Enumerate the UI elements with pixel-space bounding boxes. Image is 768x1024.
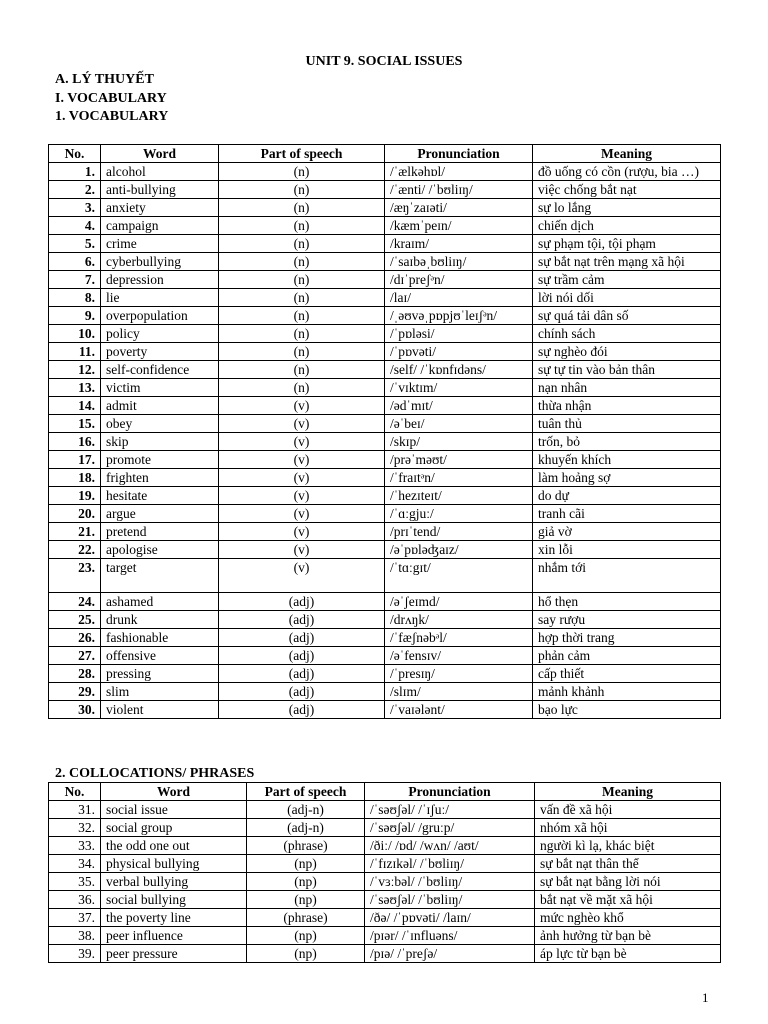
table-row [49, 611, 721, 629]
table-row [49, 873, 721, 891]
cell-no: 4. [49, 217, 101, 235]
cell-no: 15. [49, 415, 101, 433]
table-row [49, 523, 721, 541]
cell-meaning: việc chống bắt nạt [533, 181, 721, 199]
cell-no: 33. [49, 837, 101, 855]
table-row [49, 235, 721, 253]
cell-pronunciation: /prɪˈtend/ [385, 523, 533, 541]
cell-no: 12. [49, 361, 101, 379]
cell-word: hesitate [101, 487, 219, 505]
cell-word: skip [101, 433, 219, 451]
header-pronunciation: Pronunciation [365, 783, 535, 801]
cell-pos: (adj) [219, 629, 385, 647]
table-row [49, 397, 721, 415]
cell-meaning: phản cảm [533, 647, 721, 665]
cell-no: 32. [49, 819, 101, 837]
cell-meaning: hổ thẹn [533, 593, 721, 611]
header-word: Word [101, 145, 219, 163]
cell-word: cyberbullying [101, 253, 219, 271]
cell-pos: (v) [219, 541, 385, 559]
subsection-heading-vocabulary: 1. VOCABULARY [55, 109, 169, 124]
table-row [49, 361, 721, 379]
header-no: No. [49, 783, 101, 801]
cell-pos: (v) [219, 523, 385, 541]
cell-pronunciation: /ˈfæʃnəbᵊl/ [385, 629, 533, 647]
cell-meaning: say rượu [533, 611, 721, 629]
cell-no: 38. [49, 927, 101, 945]
cell-no: 36. [49, 891, 101, 909]
table-row [49, 559, 721, 593]
cell-no: 26. [49, 629, 101, 647]
cell-no: 14. [49, 397, 101, 415]
table-row [49, 451, 721, 469]
cell-meaning: bạo lực [533, 701, 721, 719]
cell-no: 29. [49, 683, 101, 701]
cell-pos: (n) [219, 271, 385, 289]
cell-pronunciation: /ˈfraɪtᵊn/ [385, 469, 533, 487]
cell-meaning: bắt nạt về mặt xã hội [535, 891, 721, 909]
cell-pronunciation: /ˈpresɪŋ/ [385, 665, 533, 683]
cell-pronunciation: /ˈsəʊʃəl/ /ˈbʊliɪŋ/ [365, 891, 535, 909]
cell-pos: (adj) [219, 683, 385, 701]
cell-pos: (np) [247, 891, 365, 909]
table-row [49, 415, 721, 433]
cell-pos: (phrase) [247, 909, 365, 927]
cell-meaning: sự lo lắng [533, 199, 721, 217]
section-heading-vocabulary: I. VOCABULARY [55, 91, 167, 106]
table-row [49, 855, 721, 873]
cell-pos: (v) [219, 415, 385, 433]
cell-pos: (v) [219, 451, 385, 469]
table-row [49, 163, 721, 181]
cell-word: fashionable [101, 629, 219, 647]
cell-no: 19. [49, 487, 101, 505]
cell-pronunciation: /ˈælkəhɒl/ [385, 163, 533, 181]
cell-pos: (adj) [219, 647, 385, 665]
table-row [49, 433, 721, 451]
cell-no: 28. [49, 665, 101, 683]
cell-word: obey [101, 415, 219, 433]
cell-no: 11. [49, 343, 101, 361]
table-row [49, 927, 721, 945]
cell-pronunciation: /laɪ/ [385, 289, 533, 307]
cell-pos: (v) [219, 433, 385, 451]
cell-pos: (phrase) [247, 837, 365, 855]
cell-meaning: ảnh hưởng từ bạn bè [535, 927, 721, 945]
cell-meaning: nhóm xã hội [535, 819, 721, 837]
cell-pronunciation: /ˈsaɪbəˌbʊliɪŋ/ [385, 253, 533, 271]
table-row [49, 647, 721, 665]
cell-word: policy [101, 325, 219, 343]
cell-meaning: xin lỗi [533, 541, 721, 559]
cell-word: poverty [101, 343, 219, 361]
cell-pronunciation: /ðə/ /ˈpɒvəti/ /laɪn/ [365, 909, 535, 927]
cell-pronunciation: /əˈpɒləʤaɪz/ [385, 541, 533, 559]
page-number: 1 [702, 990, 709, 1005]
vocabulary-table [48, 144, 721, 719]
cell-pos: (adj) [219, 593, 385, 611]
table-row [49, 945, 721, 963]
cell-word: social bullying [101, 891, 247, 909]
cell-pronunciation: /ˈpɒvəti/ [385, 343, 533, 361]
cell-no: 20. [49, 505, 101, 523]
cell-pos: (np) [247, 927, 365, 945]
cell-meaning: áp lực từ bạn bè [535, 945, 721, 963]
cell-meaning: sự phạm tội, tội phạm [533, 235, 721, 253]
header-word: Word [101, 783, 247, 801]
cell-meaning: giả vờ [533, 523, 721, 541]
cell-pos: (n) [219, 289, 385, 307]
cell-pos: (np) [247, 873, 365, 891]
cell-meaning: trốn, bỏ [533, 433, 721, 451]
cell-pronunciation: /kæmˈpeɪn/ [385, 217, 533, 235]
cell-no: 8. [49, 289, 101, 307]
cell-pos: (adj-n) [247, 819, 365, 837]
cell-word: overpopulation [101, 307, 219, 325]
cell-pronunciation: /ˈɑːgjuː/ [385, 505, 533, 523]
table-row [49, 909, 721, 927]
cell-word: drunk [101, 611, 219, 629]
cell-pronunciation: /ˈsəʊʃəl/ /ˈɪʃuː/ [365, 801, 535, 819]
cell-meaning: tuân thủ [533, 415, 721, 433]
table-row [49, 199, 721, 217]
cell-pos: (np) [247, 945, 365, 963]
table-header-row [49, 145, 721, 163]
cell-meaning: sự quá tải dân số [533, 307, 721, 325]
cell-pronunciation: /ədˈmɪt/ [385, 397, 533, 415]
cell-pos: (n) [219, 253, 385, 271]
cell-pos: (v) [219, 559, 385, 593]
cell-word: anxiety [101, 199, 219, 217]
table-row [49, 683, 721, 701]
cell-word: victim [101, 379, 219, 397]
cell-no: 22. [49, 541, 101, 559]
cell-word: target [101, 559, 219, 593]
cell-no: 34. [49, 855, 101, 873]
cell-meaning: hợp thời trang [533, 629, 721, 647]
table-row [49, 505, 721, 523]
cell-meaning: sự trầm cảm [533, 271, 721, 289]
cell-pronunciation: /kraɪm/ [385, 235, 533, 253]
cell-word: slim [101, 683, 219, 701]
cell-word: admit [101, 397, 219, 415]
cell-no: 23. [49, 559, 101, 593]
cell-word: depression [101, 271, 219, 289]
cell-pronunciation: /ˈfɪzɪkəl/ /ˈbʊliɪŋ/ [365, 855, 535, 873]
cell-pos: (n) [219, 307, 385, 325]
table-row [49, 253, 721, 271]
cell-word: frighten [101, 469, 219, 487]
header-meaning: Meaning [533, 145, 721, 163]
cell-pos: (n) [219, 199, 385, 217]
cell-no: 35. [49, 873, 101, 891]
header-part-of-speech: Part of speech [247, 783, 365, 801]
cell-word: pressing [101, 665, 219, 683]
cell-pronunciation: /slɪm/ [385, 683, 533, 701]
table-row [49, 629, 721, 647]
table-row [49, 343, 721, 361]
table-row [49, 307, 721, 325]
cell-word: physical bullying [101, 855, 247, 873]
cell-pronunciation: /prəˈməʊt/ [385, 451, 533, 469]
cell-word: pretend [101, 523, 219, 541]
cell-no: 17. [49, 451, 101, 469]
cell-meaning: nạn nhân [533, 379, 721, 397]
table-row [49, 379, 721, 397]
cell-pronunciation: /ðiː/ /ɒd/ /wʌn/ /aʊt/ [365, 837, 535, 855]
cell-meaning: chiến dịch [533, 217, 721, 235]
table-row [49, 181, 721, 199]
cell-pronunciation: /ˈvɪktɪm/ [385, 379, 533, 397]
cell-pronunciation: /pɪə/ /ˈpreʃə/ [365, 945, 535, 963]
collocations-table [48, 782, 721, 963]
cell-pronunciation: /ˈhezɪteɪt/ [385, 487, 533, 505]
cell-no: 16. [49, 433, 101, 451]
cell-no: 21. [49, 523, 101, 541]
cell-no: 37. [49, 909, 101, 927]
table-row [49, 325, 721, 343]
table-row [49, 289, 721, 307]
cell-word: violent [101, 701, 219, 719]
cell-meaning: mức nghèo khổ [535, 909, 721, 927]
cell-meaning: lời nói dối [533, 289, 721, 307]
cell-pronunciation: /self/ /ˈkɒnfɪdəns/ [385, 361, 533, 379]
cell-meaning: sự tự tin vào bản thân [533, 361, 721, 379]
cell-no: 13. [49, 379, 101, 397]
cell-meaning: do dự [533, 487, 721, 505]
table-row [49, 593, 721, 611]
cell-pronunciation: /ˈænti/ /ˈbʊliɪŋ/ [385, 181, 533, 199]
cell-word: the odd one out [101, 837, 247, 855]
cell-word: crime [101, 235, 219, 253]
cell-meaning: khuyến khích [533, 451, 721, 469]
cell-meaning: làm hoảng sợ [533, 469, 721, 487]
header-meaning: Meaning [535, 783, 721, 801]
cell-pronunciation: /əˈʃeɪmd/ [385, 593, 533, 611]
table-row [49, 891, 721, 909]
cell-meaning: cấp thiết [533, 665, 721, 683]
cell-word: promote [101, 451, 219, 469]
table-row [49, 541, 721, 559]
cell-pos: (np) [247, 855, 365, 873]
cell-pronunciation: /ˈtɑːgɪt/ [385, 559, 533, 593]
cell-no: 18. [49, 469, 101, 487]
cell-no: 6. [49, 253, 101, 271]
cell-meaning: tranh cãi [533, 505, 721, 523]
cell-pronunciation: /dɪˈpreʃᵊn/ [385, 271, 533, 289]
table-row [49, 487, 721, 505]
cell-pos: (n) [219, 379, 385, 397]
table-row [49, 217, 721, 235]
cell-pronunciation: /pɪər/ /ˈɪnfluəns/ [365, 927, 535, 945]
page-title: UNIT 9. SOCIAL ISSUES [305, 54, 463, 69]
cell-pos: (v) [219, 397, 385, 415]
cell-pos: (n) [219, 163, 385, 181]
table-row [49, 701, 721, 719]
cell-pos: (n) [219, 343, 385, 361]
cell-word: anti-bullying [101, 181, 219, 199]
header-no: No. [49, 145, 101, 163]
cell-pronunciation: /ˈvaɪələnt/ [385, 701, 533, 719]
cell-pronunciation: /ˌəʊvəˌpɒpjʊˈleɪʃᵊn/ [385, 307, 533, 325]
table-row [49, 837, 721, 855]
cell-meaning: sự nghèo đói [533, 343, 721, 361]
section-heading-theory: A. LÝ THUYẾT [55, 72, 154, 87]
cell-word: the poverty line [101, 909, 247, 927]
cell-word: campaign [101, 217, 219, 235]
cell-pronunciation: /skɪp/ [385, 433, 533, 451]
cell-no: 1. [49, 163, 101, 181]
cell-pos: (n) [219, 235, 385, 253]
cell-pos: (adj) [219, 701, 385, 719]
cell-meaning: sự bắt nạt thân thể [535, 855, 721, 873]
cell-word: ashamed [101, 593, 219, 611]
cell-pronunciation: /drʌŋk/ [385, 611, 533, 629]
cell-meaning: thừa nhận [533, 397, 721, 415]
cell-no: 9. [49, 307, 101, 325]
cell-pronunciation: /ˈpɒləsi/ [385, 325, 533, 343]
cell-word: verbal bullying [101, 873, 247, 891]
table-row [49, 271, 721, 289]
cell-word: social issue [101, 801, 247, 819]
cell-pos: (v) [219, 469, 385, 487]
cell-pronunciation: /əˈfensɪv/ [385, 647, 533, 665]
table-row [49, 819, 721, 837]
cell-pronunciation: /ˈsəʊʃəl/ /gruːp/ [365, 819, 535, 837]
cell-pos: (n) [219, 361, 385, 379]
table-row [49, 801, 721, 819]
cell-pos: (adj-n) [247, 801, 365, 819]
cell-meaning: sự bắt nạt bằng lời nói [535, 873, 721, 891]
table-row [49, 469, 721, 487]
cell-pos: (n) [219, 217, 385, 235]
cell-meaning: chính sách [533, 325, 721, 343]
cell-word: peer pressure [101, 945, 247, 963]
cell-word: alcohol [101, 163, 219, 181]
table-header-row [49, 783, 721, 801]
cell-no: 10. [49, 325, 101, 343]
cell-word: offensive [101, 647, 219, 665]
cell-pos: (n) [219, 181, 385, 199]
cell-meaning: mảnh khảnh [533, 683, 721, 701]
cell-pronunciation: /æŋˈzaɪəti/ [385, 199, 533, 217]
cell-meaning: vấn đề xã hội [535, 801, 721, 819]
cell-word: peer influence [101, 927, 247, 945]
cell-meaning: người kì lạ, khác biệt [535, 837, 721, 855]
cell-pronunciation: /əˈbeɪ/ [385, 415, 533, 433]
cell-no: 7. [49, 271, 101, 289]
cell-no: 3. [49, 199, 101, 217]
cell-word: self-confidence [101, 361, 219, 379]
cell-word: social group [101, 819, 247, 837]
cell-no: 2. [49, 181, 101, 199]
cell-no: 39. [49, 945, 101, 963]
subsection-heading-collocations: 2. COLLOCATIONS/ PHRASES [55, 766, 255, 781]
cell-word: argue [101, 505, 219, 523]
cell-no: 27. [49, 647, 101, 665]
cell-no: 31. [49, 801, 101, 819]
cell-pos: (v) [219, 487, 385, 505]
cell-word: apologise [101, 541, 219, 559]
cell-pos: (v) [219, 505, 385, 523]
cell-meaning: nhắm tới [533, 559, 721, 593]
cell-pos: (n) [219, 325, 385, 343]
cell-word: lie [101, 289, 219, 307]
cell-pronunciation: /ˈvɜːbəl/ /ˈbʊliɪŋ/ [365, 873, 535, 891]
cell-no: 24. [49, 593, 101, 611]
cell-pos: (adj) [219, 611, 385, 629]
table-row [49, 665, 721, 683]
cell-pos: (adj) [219, 665, 385, 683]
header-pronunciation: Pronunciation [385, 145, 533, 163]
cell-no: 5. [49, 235, 101, 253]
cell-no: 30. [49, 701, 101, 719]
cell-no: 25. [49, 611, 101, 629]
cell-meaning: sự bắt nạt trên mạng xã hội [533, 253, 721, 271]
header-part-of-speech: Part of speech [219, 145, 385, 163]
cell-meaning: đồ uống có cồn (rượu, bia …) [533, 163, 721, 181]
